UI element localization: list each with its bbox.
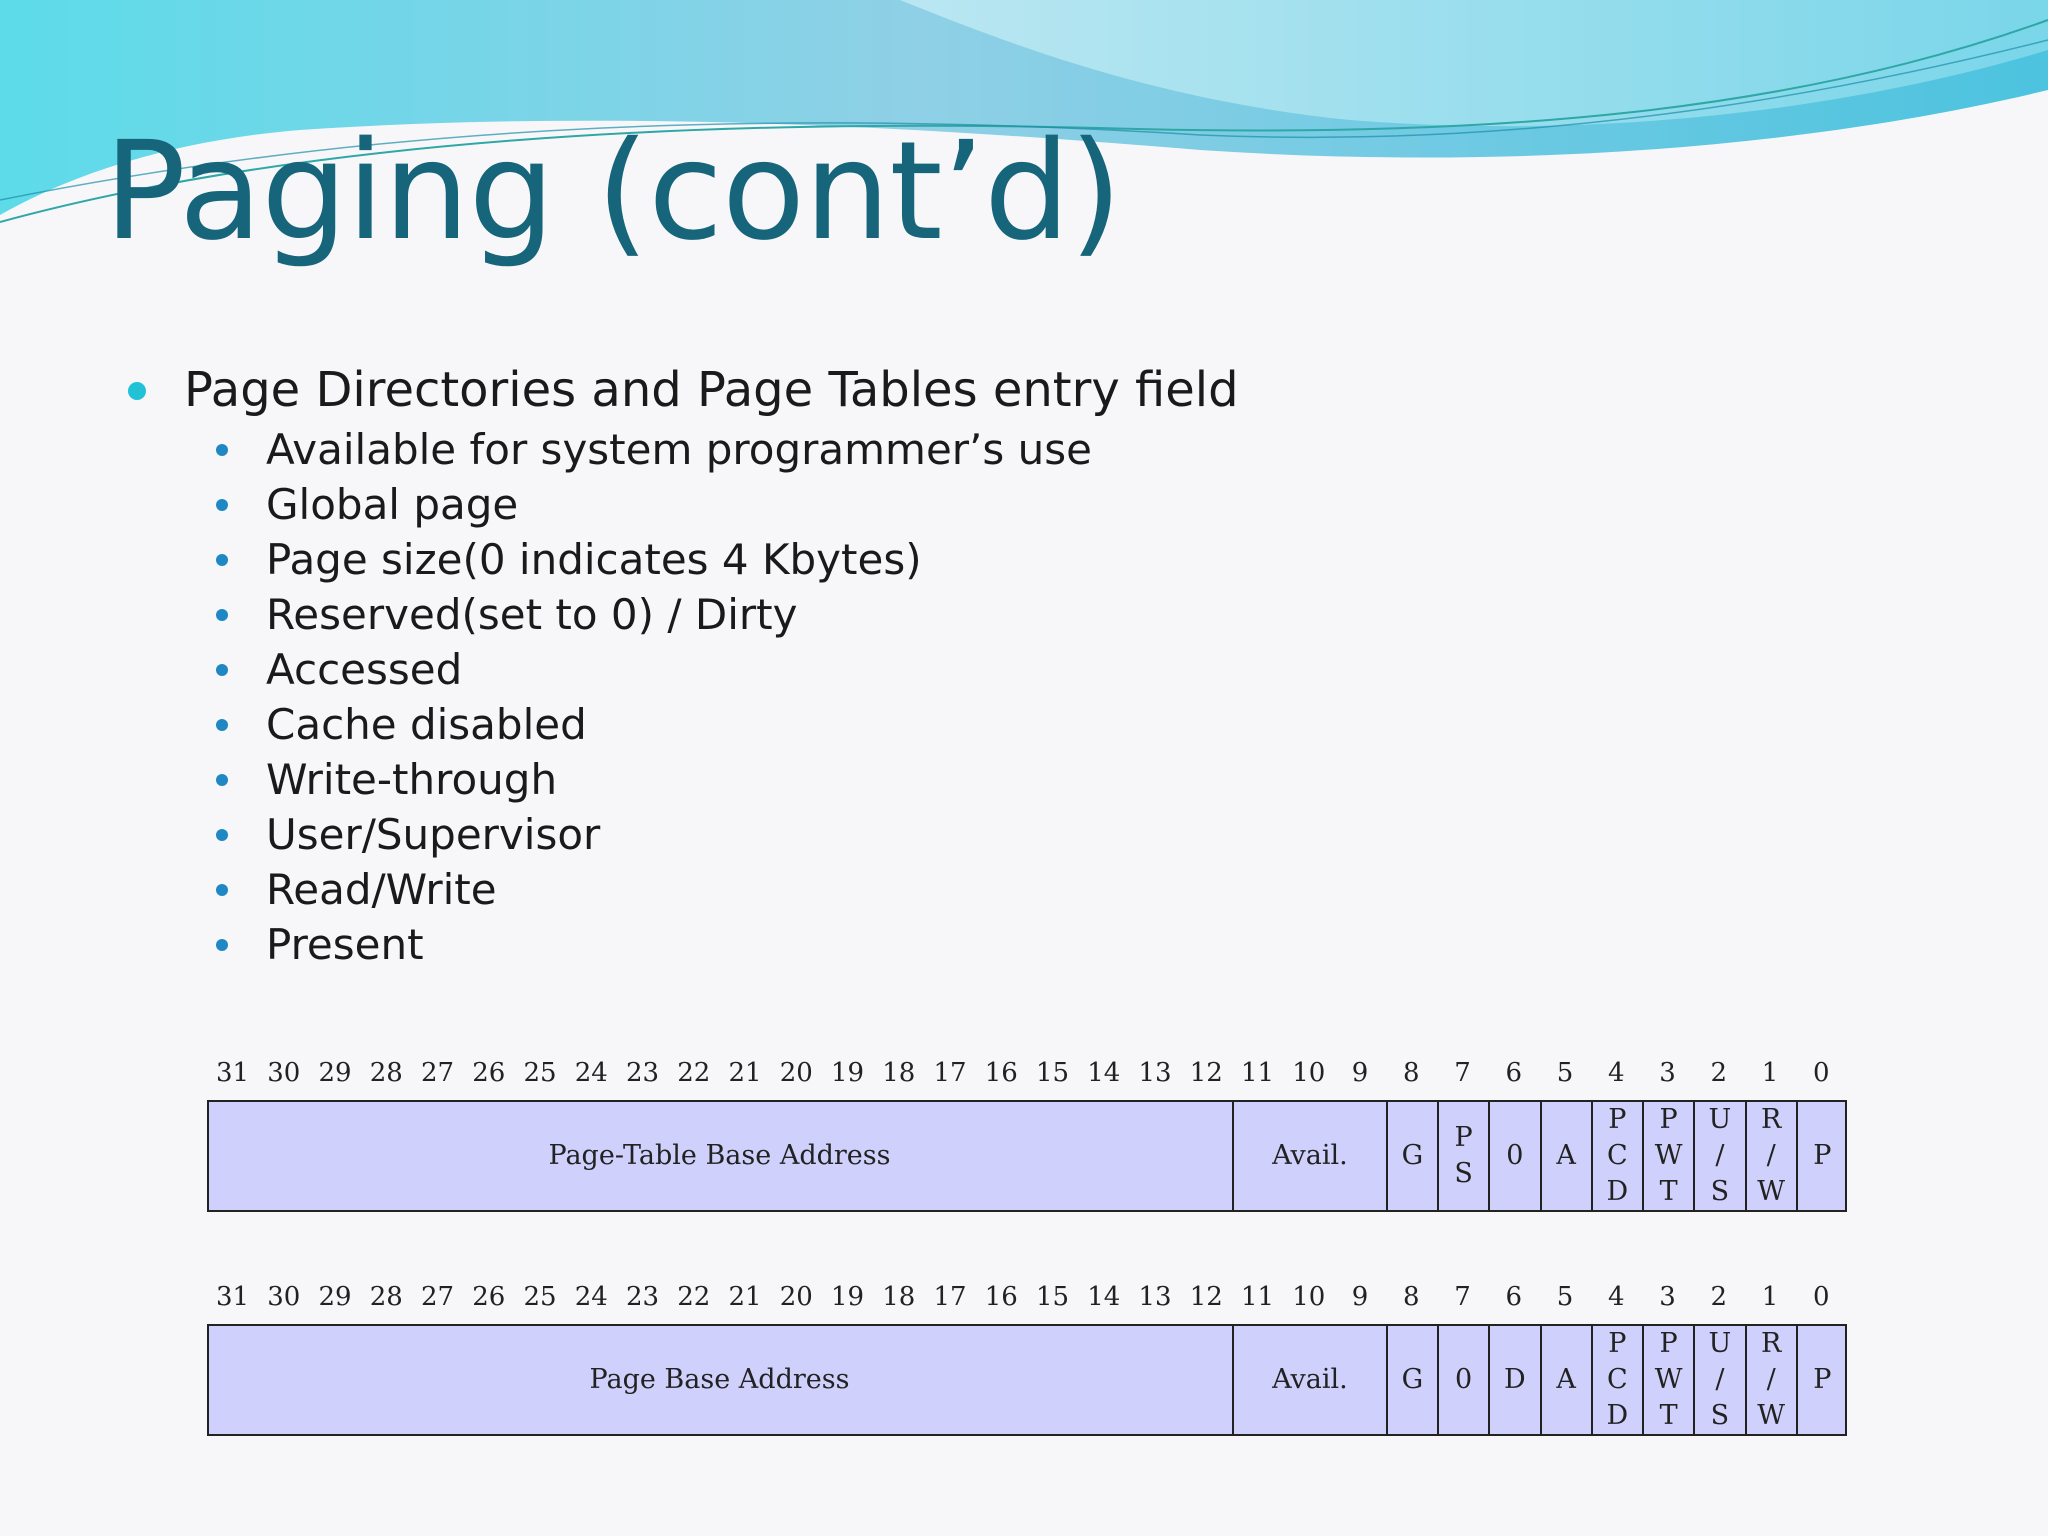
field-label: W: [1654, 1140, 1683, 1171]
slide-title: Paging (cont’d): [104, 113, 1122, 271]
field-label: T: [1659, 1176, 1678, 1207]
bit-field-cell: [1488, 1326, 1539, 1434]
bit-number: 3: [1659, 1058, 1676, 1088]
bit-number: 15: [1035, 1058, 1070, 1088]
bit-number: 0: [1812, 1058, 1830, 1088]
field-label: P: [1659, 1104, 1678, 1135]
bit-number: 25: [523, 1058, 557, 1088]
sub-bullet-item: [0, 752, 2048, 807]
field-label: P: [1608, 1328, 1627, 1359]
field-label: P: [1608, 1104, 1627, 1135]
sub-bullet-text: Cache disabled: [266, 700, 587, 749]
field-label: P: [1813, 1140, 1832, 1171]
bit-field-cell: [1693, 1326, 1744, 1434]
bit-number: 30: [267, 1282, 301, 1312]
bit-number: 7: [1454, 1058, 1471, 1088]
bit-number: 4: [1607, 1282, 1625, 1312]
bit-field-cell: [1745, 1326, 1796, 1434]
field-label: G: [1401, 1140, 1424, 1171]
bit-number: 19: [830, 1058, 865, 1088]
field-label: S: [1454, 1158, 1473, 1189]
bit-number: 27: [420, 1058, 455, 1088]
bit-field-cell: [207, 1326, 1232, 1434]
field-label: D: [1606, 1176, 1629, 1207]
field-label: U: [1708, 1104, 1732, 1135]
field-label: 0: [1506, 1140, 1524, 1171]
bullet-dot: [216, 554, 228, 566]
bit-number: 31: [215, 1282, 250, 1312]
bit-number: 19: [830, 1282, 865, 1312]
bit-number: 4: [1607, 1058, 1625, 1088]
bit-number: 13: [1138, 1282, 1172, 1312]
bit-field-cell: [1386, 1326, 1437, 1434]
sub-bullet-item: [0, 807, 2048, 862]
sub-bullet-item: [0, 862, 2048, 917]
bit-number: 8: [1402, 1058, 1420, 1088]
sub-bullet-item: [0, 587, 2048, 642]
bit-field-cell: [1796, 1102, 1847, 1210]
bit-number: 21: [728, 1282, 762, 1312]
bit-number: 9: [1351, 1058, 1369, 1088]
bit-field-cell: [1642, 1326, 1693, 1434]
field-label: R: [1760, 1328, 1782, 1359]
bit-field-cell: [1745, 1102, 1796, 1210]
field-label: /: [1766, 1140, 1776, 1171]
field-label: W: [1654, 1364, 1683, 1395]
bit-number: 24: [574, 1058, 608, 1088]
bullet-dot: [216, 444, 228, 456]
field-label: P: [1813, 1364, 1832, 1395]
field-label: D: [1504, 1364, 1526, 1395]
field-label: S: [1710, 1176, 1730, 1207]
bit-field-cell: [1437, 1102, 1488, 1210]
register-row: [207, 1100, 1847, 1212]
bit-number: 3: [1659, 1282, 1676, 1312]
bit-number: 29: [318, 1058, 352, 1088]
field-label: /: [1715, 1140, 1725, 1171]
bullet-dot: [216, 609, 228, 621]
sub-bullet-text: User/Supervisor: [266, 810, 601, 859]
bit-field-cell: [1386, 1102, 1437, 1210]
bit-number: 10: [1292, 1282, 1326, 1312]
bit-field-cell: [1540, 1102, 1591, 1210]
bit-number: 26: [472, 1282, 506, 1312]
bit-number: 31: [215, 1058, 250, 1088]
field-label: S: [1710, 1400, 1730, 1431]
field-label: A: [1556, 1364, 1576, 1395]
bullet-dot: [216, 884, 228, 896]
field-label: W: [1757, 1400, 1785, 1431]
field-label: Avail.: [1272, 1364, 1348, 1395]
bit-number: 22: [677, 1282, 711, 1312]
bullet-dot: [216, 774, 228, 786]
bit-number: 11: [1240, 1282, 1275, 1312]
bit-number: 18: [882, 1058, 916, 1088]
bit-field-cell: [1591, 1326, 1642, 1434]
field-label: C: [1607, 1364, 1628, 1395]
bit-number: 26: [472, 1058, 506, 1088]
bit-number: 28: [369, 1058, 403, 1088]
bit-field-cell: [1540, 1326, 1591, 1434]
bullet-dot: [216, 939, 228, 951]
field-label: P: [1659, 1328, 1678, 1359]
bit-number: 1: [1761, 1058, 1779, 1088]
bit-number: 0: [1812, 1282, 1830, 1312]
bit-number: 17: [933, 1282, 967, 1312]
bit-number: 16: [984, 1282, 1018, 1312]
bit-number: 9: [1351, 1282, 1369, 1312]
bit-field-cell: [1232, 1102, 1386, 1210]
bullet-dot: [216, 499, 228, 511]
bit-number: 7: [1454, 1282, 1471, 1312]
bit-number: 27: [420, 1282, 455, 1312]
bit-number: 2: [1710, 1282, 1728, 1312]
sub-bullet-item: [0, 422, 2048, 477]
sub-bullet-text: Available for system programmer’s use: [266, 425, 1092, 474]
field-label: Page Base Address: [589, 1364, 850, 1395]
main-bullet: Page Directories and Page Tables entry field: [184, 362, 1239, 418]
bit-number: 2: [1710, 1058, 1728, 1088]
bit-number: 11: [1240, 1058, 1275, 1088]
bit-number: 28: [369, 1282, 403, 1312]
field-label: W: [1757, 1176, 1785, 1207]
bit-number: 29: [318, 1282, 352, 1312]
field-label: Page-Table Base Address: [548, 1140, 891, 1171]
sub-bullet-item: [0, 477, 2048, 532]
bit-field-cell: [1488, 1102, 1539, 1210]
bit-number: 23: [625, 1058, 660, 1088]
sub-bullet-text: Accessed: [266, 645, 463, 694]
register-row: [207, 1324, 1847, 1436]
field-label: A: [1556, 1140, 1576, 1171]
bit-field-cell: [207, 1102, 1232, 1210]
bullet-dot: [216, 664, 228, 676]
bit-number: 17: [933, 1058, 967, 1088]
field-label: 0: [1455, 1364, 1473, 1395]
sub-bullet-text: Present: [266, 920, 424, 969]
field-label: C: [1607, 1140, 1628, 1171]
bit-number: 18: [882, 1282, 916, 1312]
bit-number: 8: [1402, 1282, 1420, 1312]
bit-field-cell: [1642, 1102, 1693, 1210]
bit-field-cell: [1437, 1326, 1488, 1434]
field-label: T: [1659, 1400, 1678, 1431]
field-label: G: [1401, 1364, 1424, 1395]
field-label: U: [1708, 1328, 1732, 1359]
bullet-dot: [216, 829, 228, 841]
sub-bullet-text: Global page: [266, 480, 519, 529]
bit-number: 12: [1189, 1282, 1223, 1312]
bit-number: 12: [1189, 1058, 1223, 1088]
bit-number: 14: [1087, 1282, 1121, 1312]
sub-bullet-text: Reserved(set to 0) / Dirty: [266, 590, 798, 639]
bit-number: 20: [779, 1058, 813, 1088]
sub-bullet-item: [0, 642, 2048, 697]
bit-number: 20: [779, 1282, 813, 1312]
bit-number: 13: [1138, 1058, 1172, 1088]
bit-number: 23: [625, 1282, 660, 1312]
bit-number: 25: [523, 1282, 557, 1312]
bit-number: 6: [1505, 1282, 1523, 1312]
bit-number: 1: [1761, 1282, 1779, 1312]
bit-number: 5: [1556, 1282, 1574, 1312]
bit-number: 24: [574, 1282, 608, 1312]
sub-bullet-text: Page size(0 indicates 4 Kbytes): [266, 535, 922, 584]
bit-number: 30: [267, 1058, 301, 1088]
sub-bullet-text: Read/Write: [266, 865, 497, 914]
bit-number: 14: [1087, 1058, 1121, 1088]
bullet-dot: [128, 382, 146, 400]
sub-bullet-item: [0, 697, 2048, 752]
bit-number: 6: [1505, 1058, 1523, 1088]
bullet-dot: [216, 719, 228, 731]
bit-field-cell: [1591, 1102, 1642, 1210]
bit-number: 10: [1292, 1058, 1326, 1088]
bit-number: 15: [1035, 1282, 1070, 1312]
field-label: R: [1760, 1104, 1782, 1135]
sub-bullet-item: [0, 917, 2048, 972]
bit-number: 16: [984, 1058, 1018, 1088]
field-label: /: [1766, 1364, 1776, 1395]
sub-bullet-text: Write-through: [266, 755, 558, 804]
bit-field-cell: [1693, 1102, 1744, 1210]
field-label: Avail.: [1272, 1140, 1348, 1171]
bit-field-cell: [1796, 1326, 1847, 1434]
field-label: P: [1454, 1122, 1473, 1153]
bit-field-cell: [1232, 1326, 1386, 1434]
sub-bullet-item: [0, 532, 2048, 587]
bit-number: 21: [728, 1058, 762, 1088]
bit-number: 22: [677, 1058, 711, 1088]
field-label: D: [1606, 1400, 1629, 1431]
field-label: /: [1715, 1364, 1725, 1395]
bit-number: 5: [1556, 1058, 1574, 1088]
